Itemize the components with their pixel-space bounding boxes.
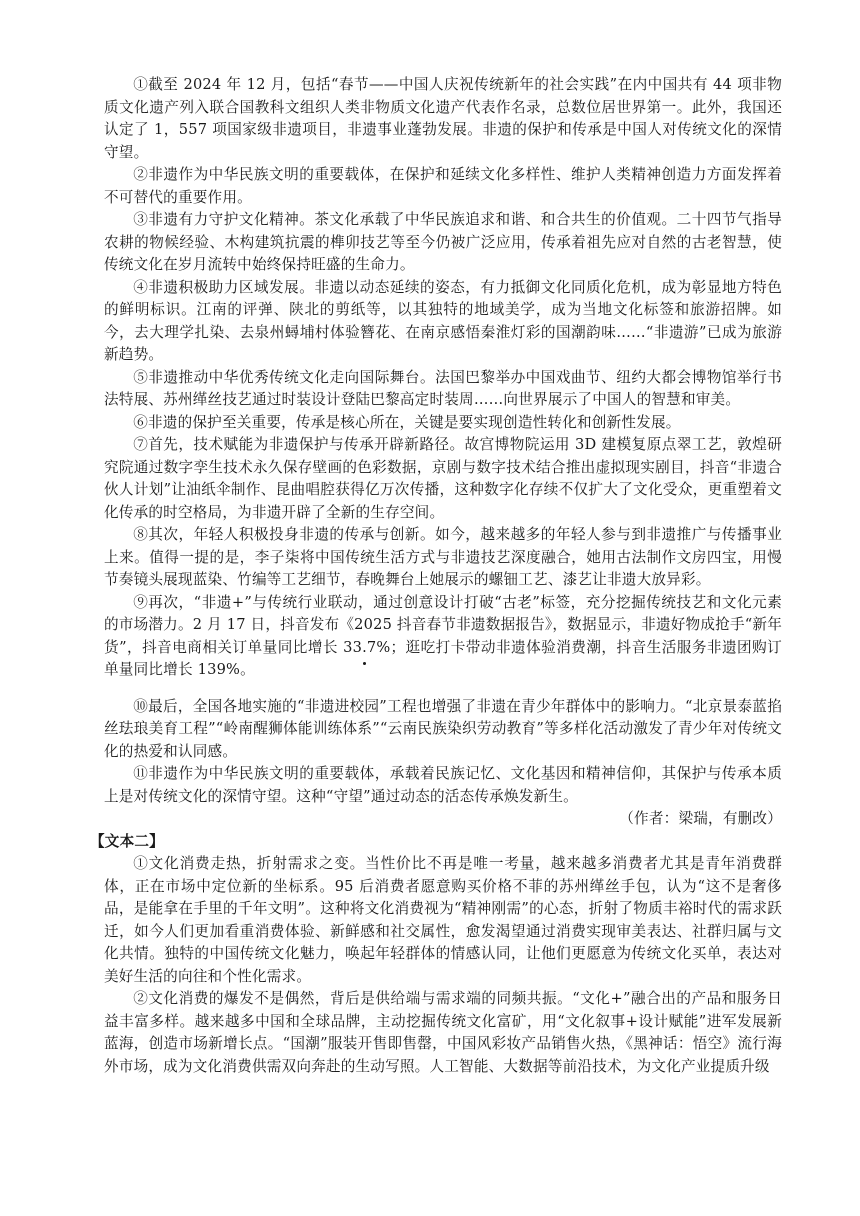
paragraph-9-part-2: 7%；逛吃打卡带动非遗体验消费潮，抖音生活服务非遗团购订单量同比增长 139%。	[104, 638, 782, 678]
emphasis-mark	[362, 639, 367, 656]
paragraph-8: ⑧其次，年轻人积极投身非遗的传承与创新。如今，越来越多的年轻人参与到非遗推广与传播事业上来。值得一提的是，李子柒将中国传统生活方式与非遗技艺深度融合，她用古法制作文房四宝，用慢节奏镜头展现蓝染、竹编等工艺细节，春晚舞台上她展示的螺钿工艺、漆艺让非遗大放异彩。	[104, 526, 782, 588]
paragraph-11: ⑪非遗作为中华民族文明的重要载体，承载着民族记忆、文化基因和精神信仰，其保护与传承本质上是对传统文化的深情守望。这种“守望”通过动态的活态传承焕发新生。	[104, 765, 782, 805]
author-credit: （作者：梁瑞，有删改）	[619, 810, 782, 827]
emphasis-dot	[363, 662, 366, 665]
paragraph-5: ⑤非遗推动中华优秀传统文化走向国际舞台。法国巴黎举办中国戏曲节、纽约大都会博物馆举行书法特展、苏州缂丝技艺通过时装设计登陆巴黎高定时装周……向世界展示了中国人的智慧和审美。	[104, 368, 782, 408]
paragraph-10: ⑩最后，全国各地实施的“非遗进校园”工程也增强了非遗在青少年群体中的影响力。“北京景泰蓝掐丝珐琅美育工程”“岭南醒狮体能训练体系”“云南民族染织劳动教育”等多样化活动激发了青少年对传统文化的热爱和认同感。	[104, 697, 782, 760]
paragraph-9-part-1: ⑨再次，“非遗+”与传统行业联动，通过创意设计打破“古老”标签，充分挖掘传统技艺和文化元素的市场潜力。2 月 17 日，抖音发布《2025 抖音春节非遗数据报告》，数据显示，非遗好物成抢手“新年货”，抖音电商相关订单量同比增长 33	[104, 593, 782, 656]
paragraph-1: ①截至 2024 年 12 月，包括“春节——中国人庆祝传统新年的社会实践”在内中国共有 44 项非物质文化遗产列入联合国教科文组织人类非物质文化遗产代表作名录，总数位居世界第一。此外，我国还认定了 1，557 项国家级非遗项目，非遗事业蓬勃发展。非遗的保护和传承是中国人对传统文化的深情守望。	[104, 76, 782, 161]
paragraph-9	[104, 592, 782, 682]
paragraph-2: ②非遗作为中华民族文明的重要载体，在保护和延续文化多样性、维护人类精神创造力方面发挥着不可替代的重要作用。	[104, 166, 782, 206]
text2-paragraph-1: ①文化消费走热，折射需求之变。当性价比不再是唯一考量，越来越多消费者尤其是青年消费群体，正在市场中定位新的坐标系。95 后消费者愿意购买价格不菲的苏州缂丝手包，认为“这不是奢侈品，是能拿在手里的千年文明”。这种将文化消费视为“精神刚需”的心态，折射了物质丰裕时代的需求跃迁，如今人们更加看重消费体验、新鲜感和社交属性，愈发渴望通过消费实现审美表达、社群归属与文化共情。独特的中国传统文化魅力，唤起年轻群体的情感认同，让他们更愿意为传统文化买单，表达对美好生活的向往和个性化需求。	[104, 855, 782, 985]
paragraph-4: ④非遗积极助力区域发展。非遗以动态延续的姿态，有力抵御文化同质化危机，成为彰显地方特色的鲜明标识。江南的评弹、陕北的剪纸等，以其独特的地域美学，成为当地文化标签和旅游招牌。如今，去大理学扎染、去泉州蟳埔村体验簪花、在南京感悟秦淮灯彩的国潮韵味……“非遗游”已成为旅游新趋势。	[104, 278, 782, 363]
paragraph-6: ⑥非遗的保护至关重要，传承是核心所在，关键是要实现创造性转化和创新性发展。	[133, 413, 681, 431]
paragraph-7: ⑦首先，技术赋能为非遗保护与传承开辟新路径。故宫博物院运用 3D 建模复原点翠工艺，敦煌研究院通过数字孪生技术永久保存壁画的色彩数据，京剧与数字技术结合推出虚拟现实剧目，抖音“非遗合伙人计划”让油纸伞制作、昆曲唱腔获得亿万次传播，这种数字化存续不仅扩大了文化受众，更重塑着文化传承的时空格局，为非遗开辟了全新的生存空间。	[104, 436, 782, 521]
section-title-text2: 【文本二】	[90, 832, 164, 850]
text2-paragraph-2: ②文化消费的爆发不是偶然，背后是供给端与需求端的同频共振。“文化+”融合出的产品和服务日益丰富多样。越来越多中国和全球品牌，主动挖掘传统文化富矿，用“文化叙事+设计赋能”进军发展新蓝海，创造市场新增长点。“国潮”服装开售即售罄，中国风彩妆产品销售火热，《黑神话：悟空》流行海外市场，成为文化消费供需双向奔赴的生动写照。人工智能、大数据等前沿技术，为文化产业提质升级	[104, 990, 782, 1075]
paragraph-3: ③非遗有力守护文化精神。茶文化承载了中华民族追求和谐、和合共生的价值观。二十四节气指导农耕的物候经验、木构建筑抗震的榫卯技艺等至今仍被广泛应用，传承着祖先应对自然的古老智慧，使传统文化在岁月流转中始终保持旺盛的生命力。	[104, 211, 782, 273]
document-page	[90, 74, 782, 1078]
emphasis-char: .	[362, 638, 367, 656]
